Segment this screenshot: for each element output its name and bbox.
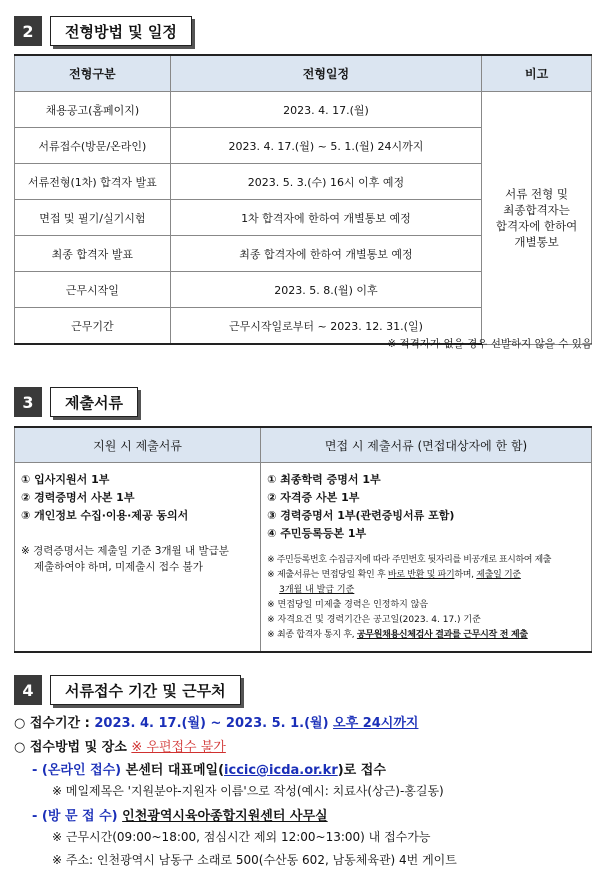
- cell-stage: 서류접수(방문/온라인): [15, 128, 171, 164]
- section-number: 3: [14, 387, 42, 417]
- doc-item: ① 입사지원서 1부: [21, 473, 110, 486]
- email-link[interactable]: iccic@icda.or.kr: [224, 763, 338, 778]
- section-number: 4: [14, 675, 42, 705]
- doc-item: ② 자격증 사본 1부: [267, 491, 360, 504]
- doc-note: ※ 최종 합격자 통지 후, 공무원채용신체검사 결과를 근무시작 전 제출: [267, 630, 528, 640]
- cell-date: 2023. 4. 17.(월): [170, 92, 481, 128]
- section-title: 서류접수 기간 및 근무처: [50, 675, 241, 705]
- remark-line: 서류 전형 및: [505, 186, 569, 201]
- doc-item: ① 최종학력 증명서 1부: [267, 473, 381, 486]
- doc-note: ※ 주민등록번호 수집금지에 따라 주민번호 뒷자리를 비공개로 표시하여 제출: [267, 555, 552, 565]
- remark-line: 최종합격자는: [503, 202, 570, 217]
- interview-docs-cell: [261, 463, 592, 653]
- cell-date: 2023. 5. 3.(수) 16시 이후 예정: [170, 164, 481, 200]
- cell-stage: 최종 합격자 발표: [15, 236, 171, 272]
- col-header: 전형일정: [170, 55, 481, 92]
- cell-stage: 면접 및 필기/실기시험: [15, 200, 171, 236]
- cell-date: 1차 합격자에 한하여 개별통보 예정: [170, 200, 481, 236]
- cell-stage: 채용공고(홈페이지): [15, 92, 171, 128]
- doc-note: ※ 제출서류는 면접당일 확인 후 바로 반환 및 파기하며, 제출일 기준: [267, 570, 521, 580]
- application-docs-cell: [15, 463, 261, 653]
- col-header: 지원 시 제출서류: [15, 427, 261, 463]
- schedule-note: ※ 적격자가 없을 경우 선발하지 않을 수 있음: [387, 338, 592, 350]
- cell-stage: 서류전형(1차) 합격자 발표: [15, 164, 171, 200]
- cell-date: 근무시작일로부터 ~ 2023. 12. 31.(일): [170, 308, 481, 345]
- section-number: 2: [14, 16, 42, 46]
- doc-note: ※ 경력증명서는 제출일 기준 3개월 내 발급분: [21, 545, 229, 557]
- cell-date: 2023. 4. 17.(월) ~ 5. 1.(월) 24시까지: [170, 128, 481, 164]
- section-title: 전형방법 및 일정: [50, 16, 192, 46]
- section-4-header: [14, 675, 241, 705]
- email-subject-note: ※ 메일제목은 '지원분야-지원자 이름'으로 작성(예시: 치료사(상근)-홍길동): [52, 784, 444, 798]
- doc-item: ② 경력증명서 사본 1부: [21, 491, 135, 504]
- online-application: - (온라인 접수) 본센터 대표메일(iccic@icda.or.kr)로 접수: [32, 763, 386, 778]
- cell-date: 최종 합격자에 한하여 개별통보 예정: [170, 236, 481, 272]
- address-note: ※ 주소: 인천광역시 남동구 소래로 500(수산동 602, 남동체육관) 4번 게이트: [52, 853, 457, 867]
- hours-note: ※ 근무시간(09:00~18:00, 점심시간 제외 12:00~13:00) 내 접수가능: [52, 830, 431, 844]
- remark-cell: [482, 92, 592, 345]
- application-method: ○ 접수방법 및 장소 ※ 우편접수 불가: [14, 740, 226, 755]
- section-title: 제출서류: [50, 387, 138, 417]
- doc-item: ③ 개인정보 수집·이용·제공 동의서: [21, 509, 189, 522]
- application-period: ○ 접수기간 : 2023. 4. 17.(월) ~ 2023. 5. 1.(월) 오후 24시까지: [14, 716, 419, 731]
- doc-item: ④ 주민등록등본 1부: [267, 527, 367, 540]
- cell-date: 2023. 5. 8.(월) 이후: [170, 272, 481, 308]
- section-3-header: [14, 387, 138, 417]
- col-header: 전형구분: [15, 55, 171, 92]
- documents-table: [14, 426, 592, 653]
- visit-application: - (방 문 접 수) 인천광역시육아종합지원센터 사무실: [32, 809, 328, 824]
- doc-note: 제출하여야 하며, 미제출시 접수 불가: [34, 561, 203, 573]
- cell-stage: 근무기간: [15, 308, 171, 345]
- remark-line: 합격자에 한하여: [495, 218, 578, 233]
- doc-item: ③ 경력증명서 1부(관련증빙서류 포함): [267, 509, 455, 522]
- section-2-header: [14, 16, 192, 46]
- schedule-table: [14, 54, 592, 345]
- cell-stage: 근무시작일: [15, 272, 171, 308]
- col-header: 면접 시 제출서류 (면접대상자에 한 함): [261, 427, 592, 463]
- doc-note: ※ 면접당일 미제출 경력은 인정하지 않음: [267, 600, 429, 610]
- table-row: [15, 92, 592, 128]
- doc-note: 3개월 내 발급 기준: [279, 585, 355, 595]
- doc-note: ※ 자격요건 및 경력기간은 공고일(2023. 4. 17.) 기준: [267, 615, 481, 625]
- remark-line: 개별통보: [514, 234, 559, 249]
- col-header: 비고: [482, 55, 592, 92]
